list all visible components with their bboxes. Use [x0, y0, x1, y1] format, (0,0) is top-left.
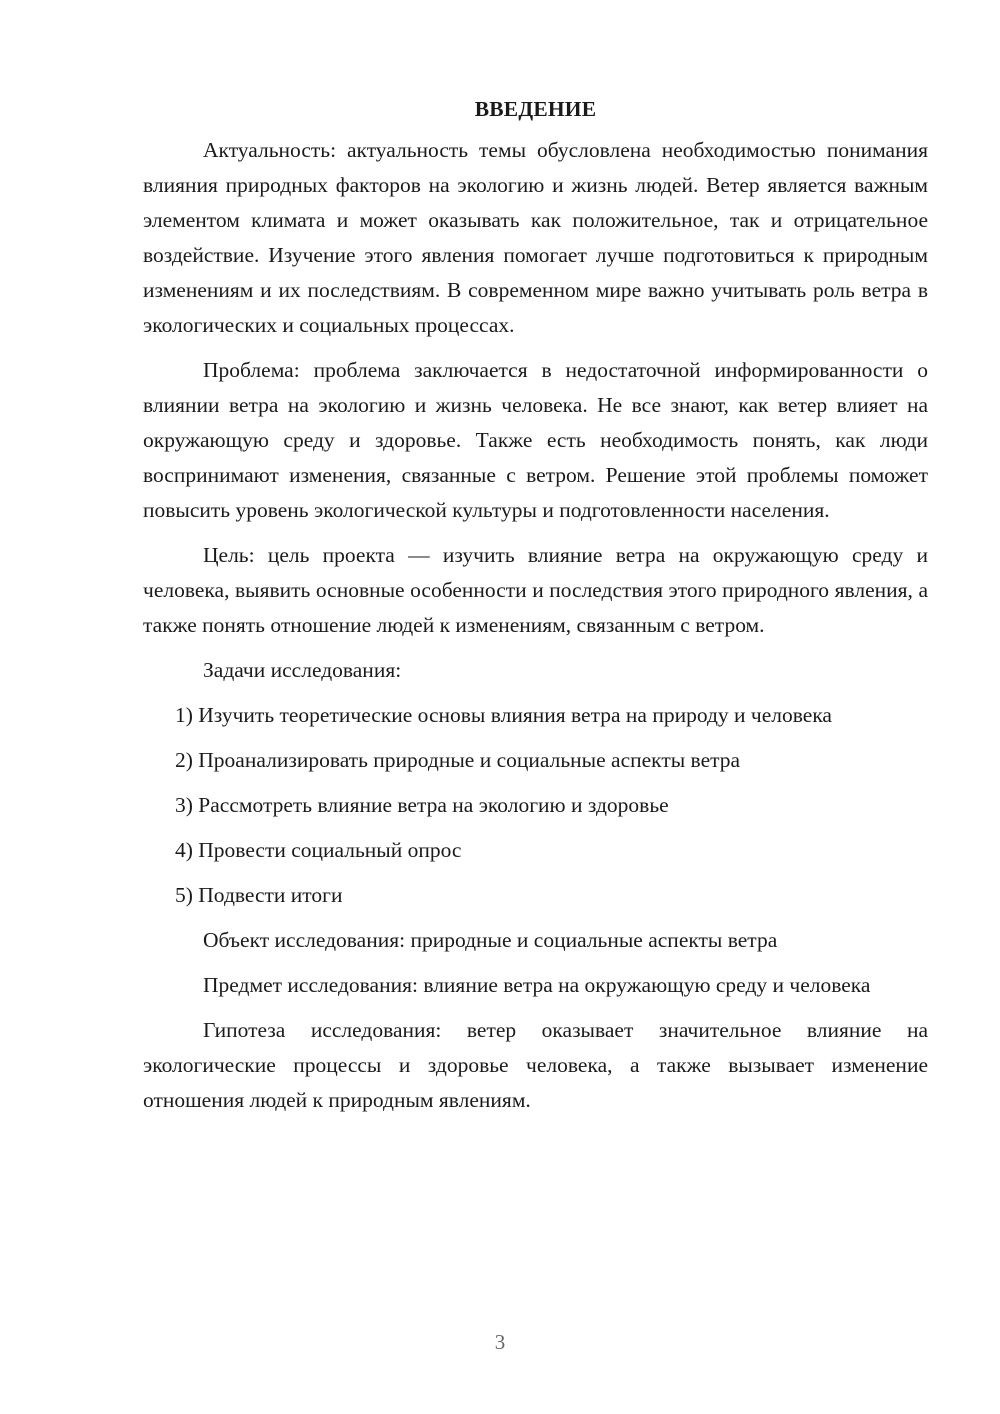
page-title: ВВЕДЕНИЕ: [474, 97, 597, 121]
task-item: 1) Изучить теоретические основы влияния ветра на природу и человека: [175, 703, 832, 727]
tasks-heading: Задачи исследования:: [203, 658, 402, 682]
hypothesis-paragraph: Гипотеза исследования: ветер оказывает значительное влияние на экологические процессы и здоровье человека, а также вызывает изменение отношения людей к природным явлениям.: [143, 1018, 928, 1112]
problem-paragraph: Проблема: проблема заключается в недостаточной информированности о влиянии ветра на экологию и жизнь человека. Не все знают, как ветер влияет на окружающую среду и здоровье. Также есть необходимость понять, как люди воспринимают изменения, связанные с ветром. Решение этой проблемы поможет повысить уровень экологической культуры и подготовленности населения.: [143, 358, 928, 522]
task-item: 3) Рассмотреть влияние ветра на экологию и здоровье: [175, 793, 669, 817]
task-item: 5) Подвести итоги: [175, 883, 343, 907]
goal-paragraph: Цель: цель проекта — изучить влияние ветра на окружающую среду и человека, выявить основные особенности и последствия этого природного явления, а также понять отношение людей к изменениям, связанным с ветром.: [143, 543, 928, 637]
task-item: 2) Проанализировать природные и социальные аспекты ветра: [175, 748, 741, 772]
document-page: [143, 92, 928, 1128]
task-item: 4) Провести социальный опрос: [175, 838, 462, 862]
object-paragraph: Объект исследования: природные и социальные аспекты ветра: [203, 928, 778, 952]
subject-paragraph: Предмет исследования: влияние ветра на окружающую среду и человека: [203, 973, 871, 997]
relevance-paragraph: Актуальность: актуальность темы обусловлена необходимостью понимания влияния природных факторов на экологию и жизнь людей. Ветер является важным элементом климата и может оказывать как положительное, так и отрицательное воздействие. Изучение этого явления помогает лучше подготовиться к природным изменениям и их последствиям. В современном мире важно учитывать роль ветра в экологических и социальных процессах.: [143, 138, 928, 337]
page-number: 3: [494, 1330, 506, 1354]
